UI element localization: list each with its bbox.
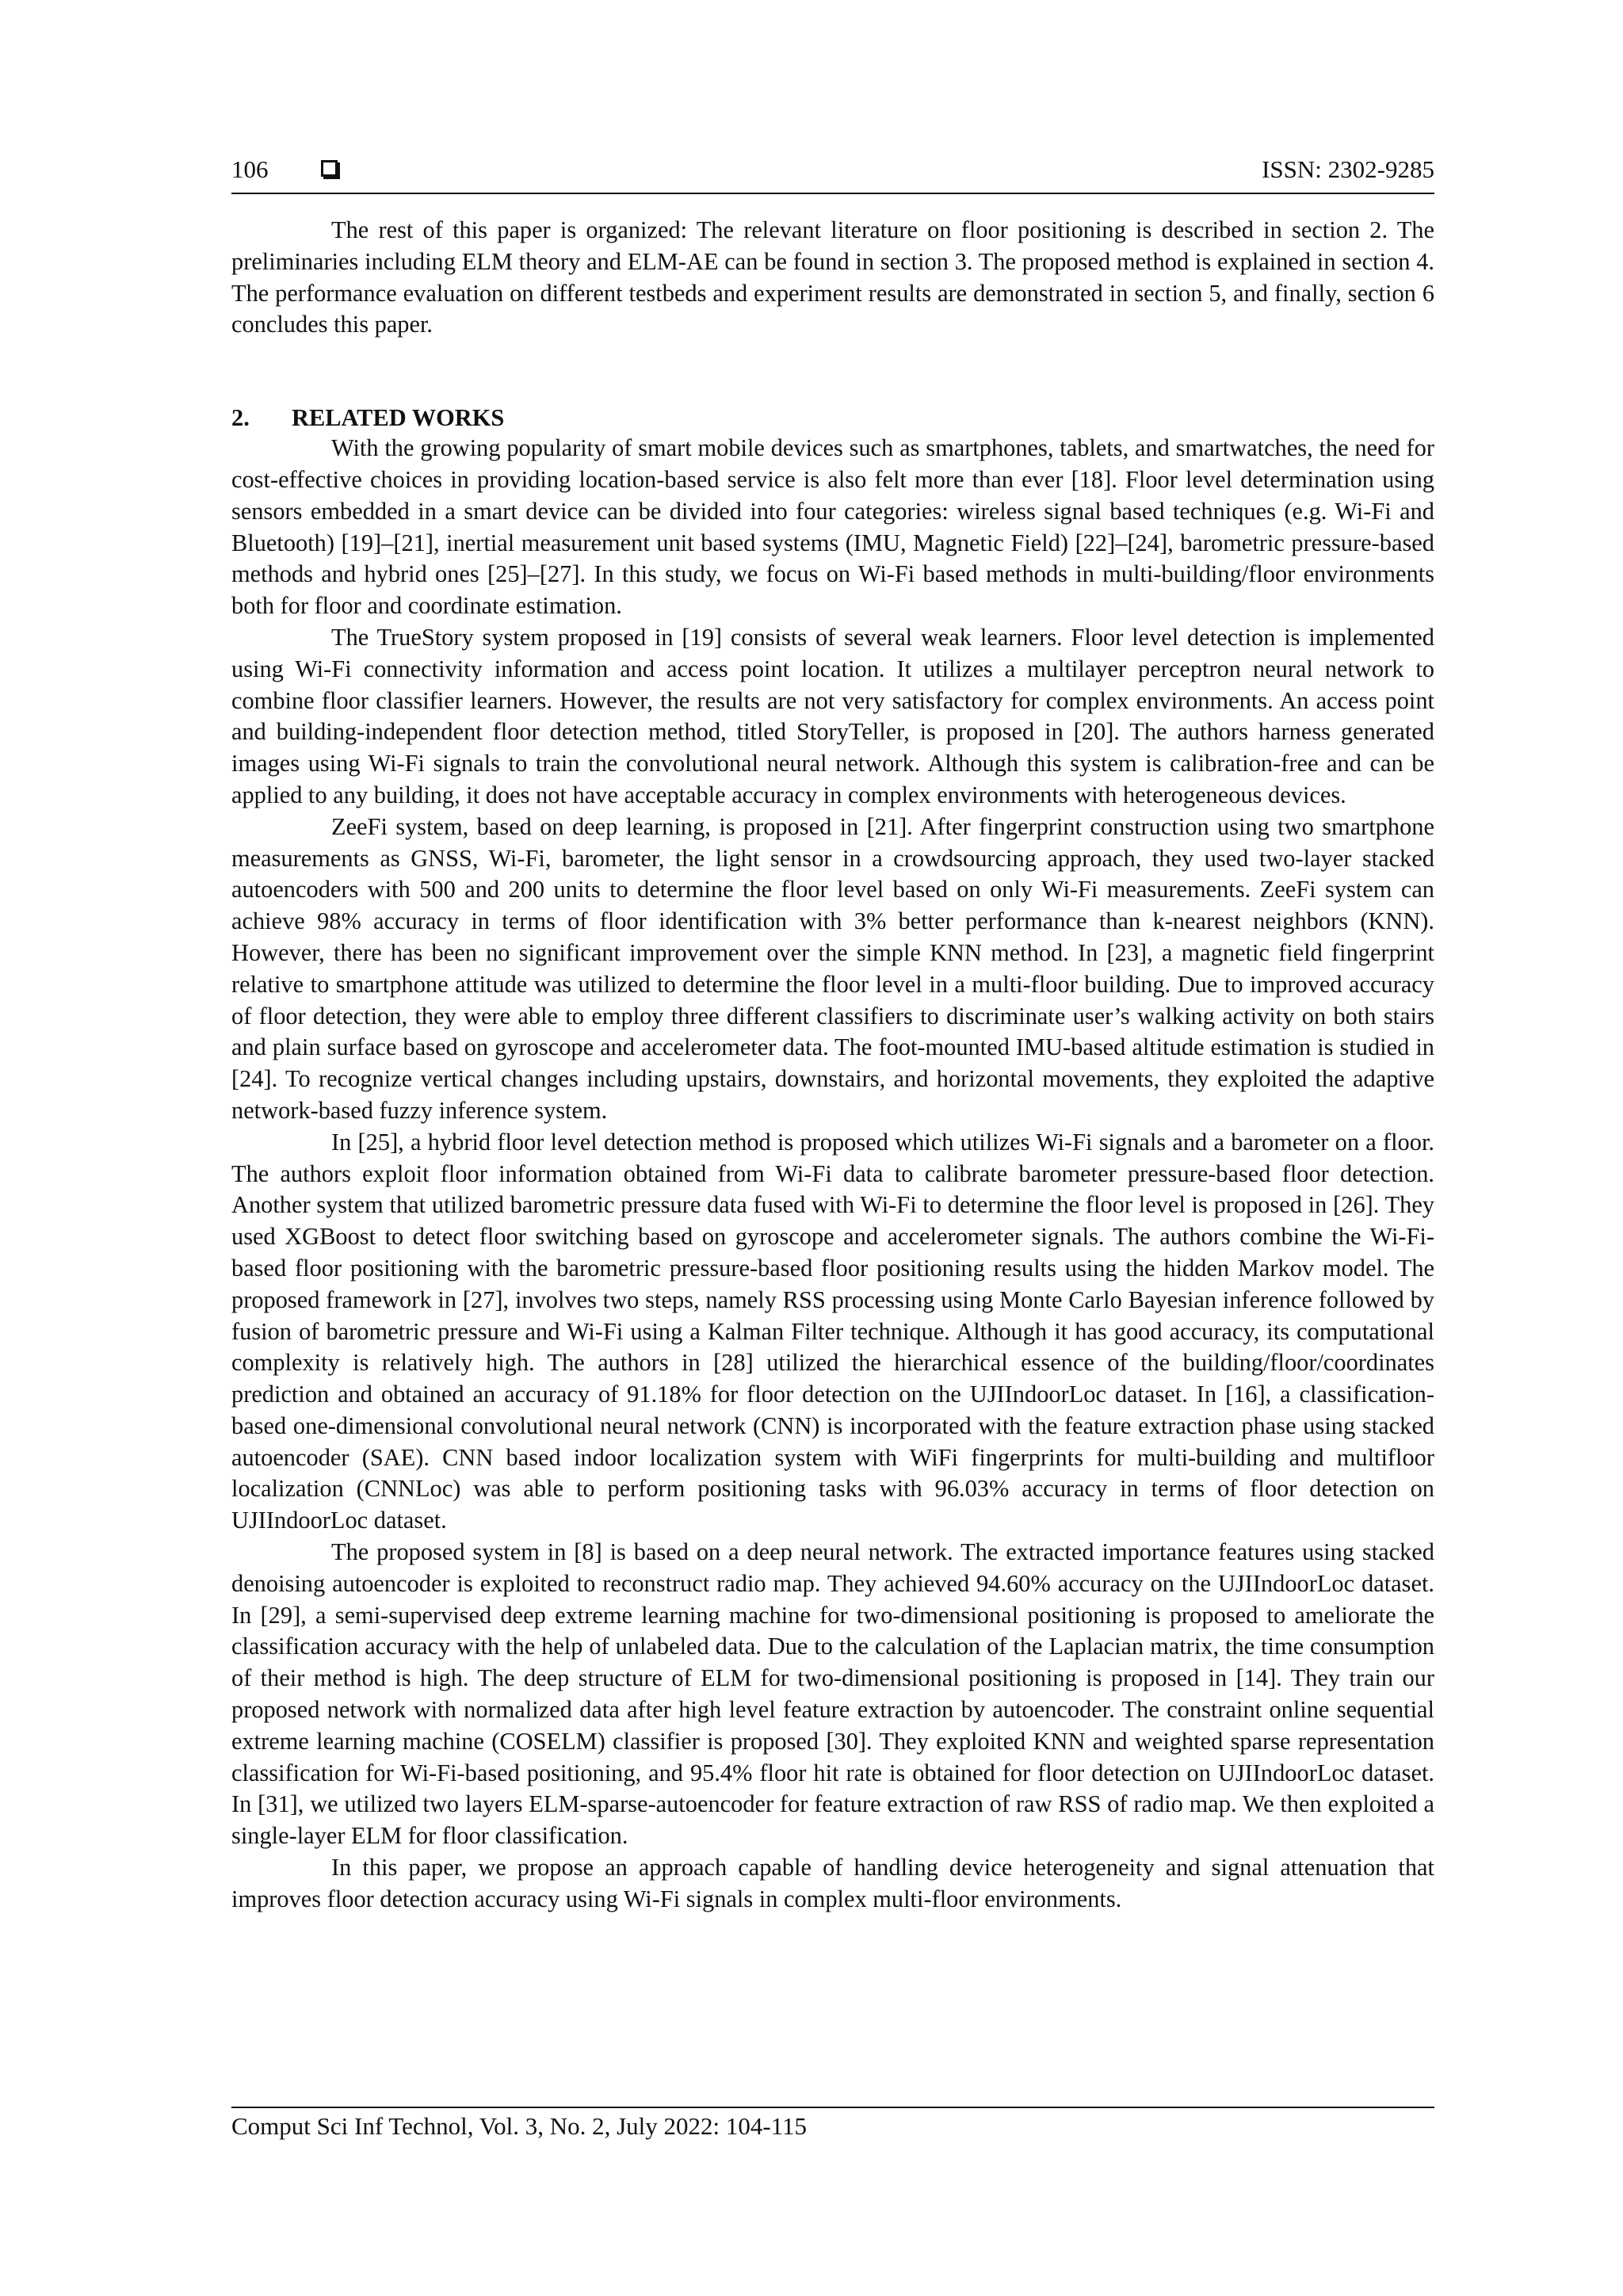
section-number: 2. xyxy=(231,404,250,432)
section-heading xyxy=(231,403,1434,433)
body-text xyxy=(231,215,1434,1916)
paragraph-3: ZeeFi system, based on deep learning, is proposed in [21]. After fingerprint construction using two smartphone measurements as GNSS, Wi-Fi, barometer, the light sensor in a crowdsourcing approach, they used two-layer stacked autoencoders with 500 and 200 units to determine the floor level based on only Wi-Fi measurements. ZeeFi system can achieve 98% accuracy in terms of floor identification with 3% better performance than k-nearest neighbors (KNN). However, there has been no significant improvement over the simple KNN method. In [23], a magnetic field fingerprint relative to smartphone attitude was utilized to determine the floor level in a multi-floor building. Due to improved accuracy of floor detection, they were able to employ three different classifiers to discriminate user’s walking activity on both stairs and plain surface based on gyroscope and accelerometer data. The foot-mounted IMU-based altitude estimation is studied in [24]. To recognize vertical changes including upstairs, downstairs, and horizontal movements, they exploited the adaptive network-based fuzzy inference system. xyxy=(231,812,1434,1124)
section-title: RELATED WORKS xyxy=(292,404,505,432)
page-number: 106 xyxy=(231,155,269,183)
page-header xyxy=(231,155,1434,190)
square-bullet-icon xyxy=(321,160,338,177)
footer-rule xyxy=(231,2107,1434,2108)
intro-paragraph: The rest of this paper is organized: The relevant literature on floor positioning is described in section 2. The preliminaries including ELM theory and ELM-AE can be found in section 3. The proposed method is explained in section 4. The performance evaluation on different testbeds and experiment results are demonstrated in section 5, and finally, section 6 concludes this paper. xyxy=(231,216,1434,338)
issn-label: ISSN: 2302-9285 xyxy=(1262,155,1434,183)
paragraph-6: In this paper, we propose an approach capable of handling device heterogeneity and signal attenuation that improves floor detection accuracy using Wi-Fi signals in complex multi-floor environments. xyxy=(231,1854,1434,1912)
header-rule xyxy=(231,193,1434,194)
paragraph-1: With the growing popularity of smart mobile devices such as smartphones, tablets, and smartwatches, the need for cost-effective choices in providing location-based service is also felt more than ever [18]. Floor level determination using sensors embedded in a smart device can be divided into four categories: wireless signal based techniques (e.g. Wi-Fi and Bluetooth) [19]–[21], inertial measurement unit based systems (IMU, Magnetic Field) [22]–[24], barometric pressure-based methods and hybrid ones [25]–[27]. In this study, we focus on Wi-Fi based methods in multi-building/floor environments both for floor and coordinate estimation. xyxy=(231,434,1434,620)
paragraph-4: In [25], a hybrid floor level detection method is proposed which utilizes Wi-Fi signals and a barometer on a floor. The authors exploit floor information obtained from Wi-Fi data to calibrate barometer pressure-based floor detection. Another system that utilized barometric pressure data fused with Wi-Fi to determine the floor level is proposed in [26]. They used XGBoost to detect floor switching based on gyroscope and accelerometer signals. The authors combine the Wi-Fi-based floor positioning with the barometric pressure-based floor positioning results using the hidden Markov model. The proposed framework in [27], involves two steps, namely RSS processing using Monte Carlo Bayesian inference followed by fusion of barometric pressure and Wi-Fi using a Kalman Filter technique. Although it has good accuracy, its computational complexity is relatively high. The authors in [28] utilized the hierarchical essence of the building/floor/coordinates prediction and obtained an accuracy of 91.18% for floor detection on the UJIIndoorLoc dataset. In [16], a classification-based one-dimensional convolutional neural network (CNN) is incorporated with the feature extraction phase using stacked autoencoder (SAE). CNN based indoor localization system with WiFi fingerprints for multi-building and multifloor localization (CNNLoc) was able to perform positioning tasks with 96.03% accuracy in terms of floor detection on UJIIndoorLoc dataset. xyxy=(231,1128,1434,1534)
paragraph-5: The proposed system in [8] is based on a deep neural network. The extracted importance features using stacked denoising autoencoder is exploited to reconstruct radio map. They achieved 94.60% accuracy on the UJIIndoorLoc dataset. In [29], a semi-supervised deep extreme learning machine for two-dimensional positioning is proposed to ameliorate the classification accuracy with the help of unlabeled data. Due to the calculation of the Laplacian matrix, the time consumption of their method is high. The deep structure of ELM for two-dimensional positioning is proposed in [14]. They train our proposed network with normalized data after high level feature extraction by autoencoder. The constraint online sequential extreme learning machine (COSELM) classifier is proposed [30]. They exploited KNN and weighted sparse representation classification for Wi-Fi-based positioning, and 95.4% floor hit rate is obtained for floor detection on UJIIndoorLoc dataset. In [31], we utilized two layers ELM-sparse-autoencoder for feature extraction of raw RSS of radio map. We then exploited a single-layer ELM for floor classification. xyxy=(231,1538,1434,1850)
paragraph-2: The TrueStory system proposed in [19] consists of several weak learners. Floor level detection is implemented using Wi-Fi connectivity information and access point location. It utilizes a multilayer perceptron neural network to combine floor classifier learners. However, the results are not very satisfactory for complex environments. An access point and building-independent floor detection method, titled StoryTeller, is proposed in [20]. The authors harness generated images using Wi-Fi signals to train the convolutional neural network. Although this system is calibration-free and can be applied to any building, it does not have acceptable accuracy in complex environments with heterogeneous devices. xyxy=(231,623,1434,808)
journal-citation: Comput Sci Inf Technol, Vol. 3, No. 2, July 2022: 104-115 xyxy=(231,2112,808,2140)
